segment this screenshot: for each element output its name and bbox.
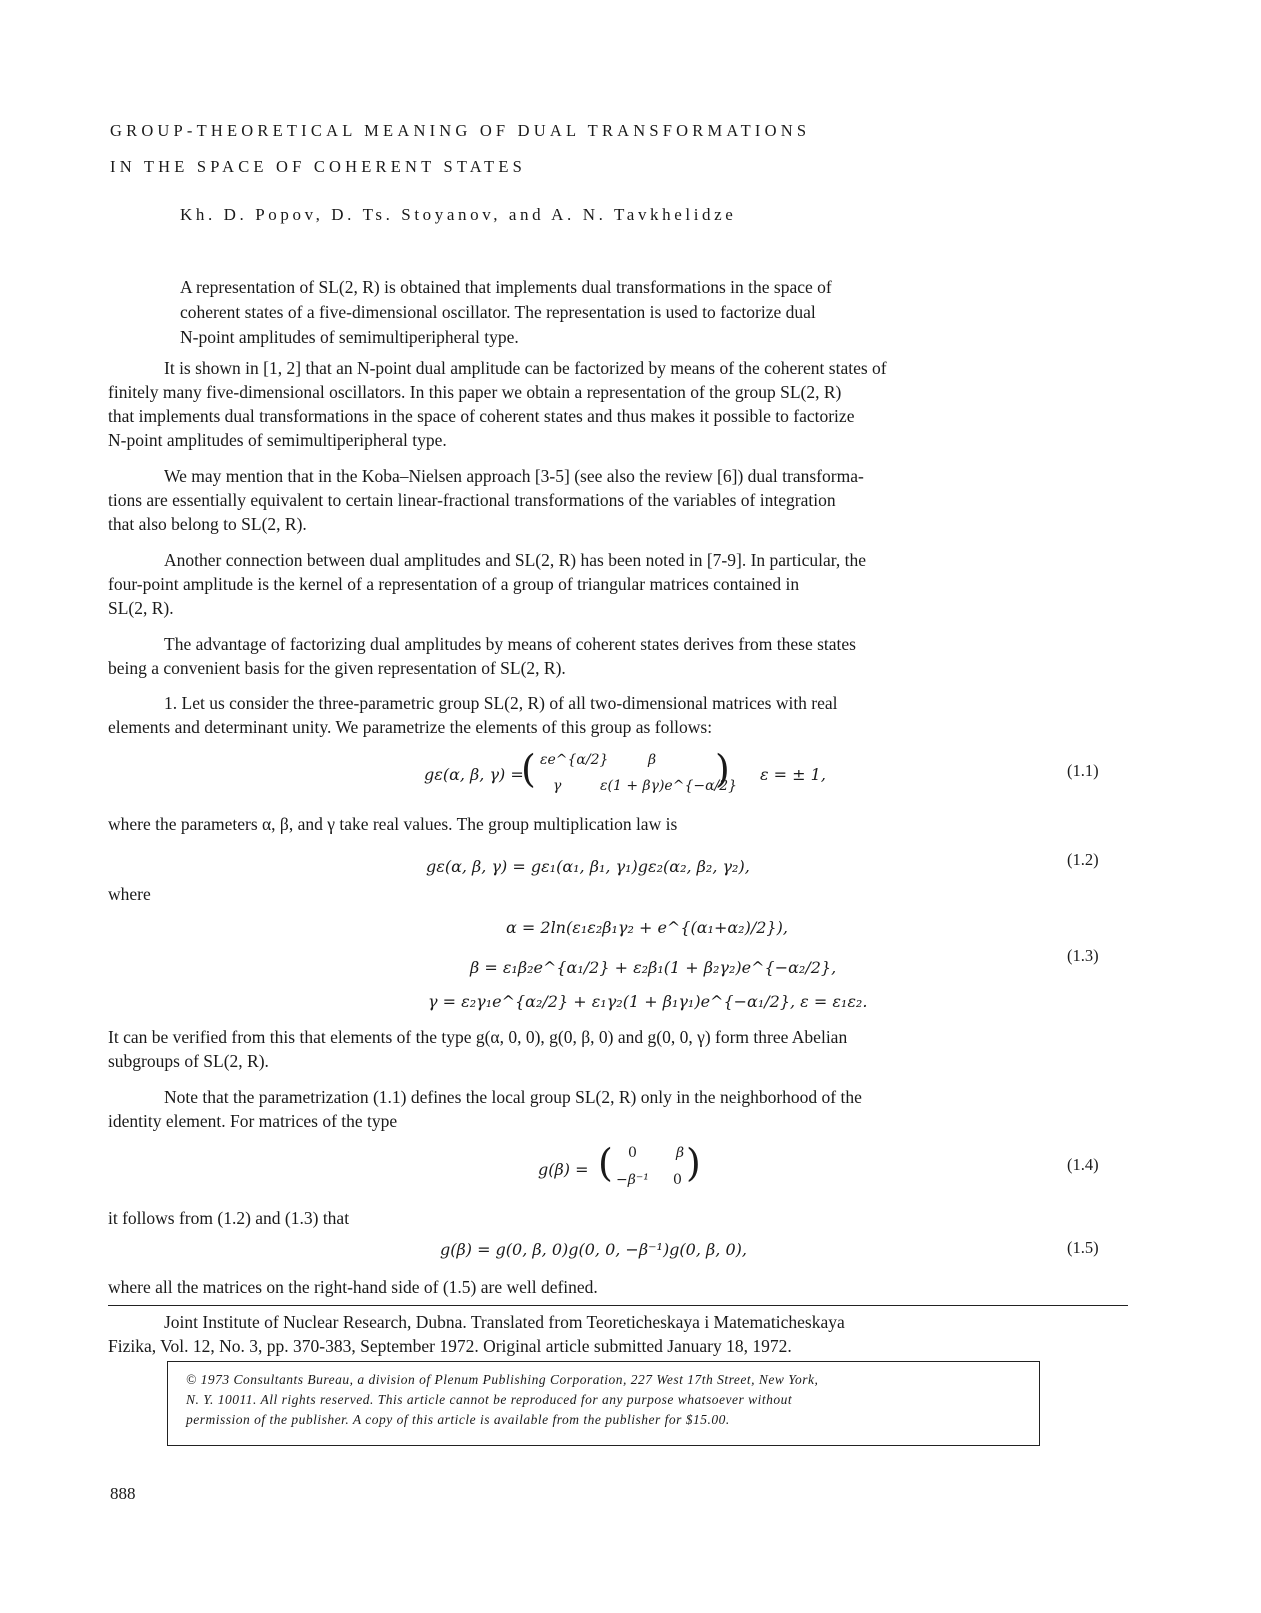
text-line: four-point amplitude is the kernel of a representation of a group of triangular matrices contained in xyxy=(108,574,800,594)
paragraph-8 xyxy=(108,1085,1128,1133)
eq-1-1-m12: β xyxy=(648,752,657,768)
abstract xyxy=(180,275,1080,350)
copyright-line: permission of the publisher. A copy of this article is available from the publisher for $15.00. xyxy=(186,1412,730,1427)
paragraph-9 xyxy=(108,1206,1128,1230)
page-number: 888 xyxy=(110,1484,136,1503)
text-line: finitely many five-dimensional oscillators. In this paper we obtain a representation of the group SL(2, R) xyxy=(108,382,842,402)
text-line: elements and determinant unity. We parametrize the elements of this group as follows: xyxy=(108,717,713,737)
eq-number-1-5: (1.5) xyxy=(1067,1238,1099,1257)
text-line: N-point amplitudes of semimultiperipheral type. xyxy=(108,430,447,450)
text-line: that implements dual transformations in the space of coherent states and thus makes it possible to factorize xyxy=(108,406,855,426)
title-line-1: GROUP-THEORETICAL MEANING OF DUAL TRANSFORMATIONS xyxy=(110,121,811,140)
matrix-paren-left: ( xyxy=(521,747,536,791)
footnote xyxy=(108,1310,1128,1358)
eq-1-4-lhs: g(β) = xyxy=(538,1160,589,1179)
paragraph-1 xyxy=(108,356,1128,452)
footnote-line: Joint Institute of Nuclear Research, Dubna. Translated from Teoreticheskaya i Matematicheskaya xyxy=(164,1312,845,1332)
abstract-line: N-point amplitudes of semimultiperipheral type. xyxy=(180,327,519,347)
paragraph-3 xyxy=(108,548,1128,620)
authors: Kh. D. Popov, D. Ts. Stoyanov, and A. N. Tavkhelidze xyxy=(180,205,737,224)
title-line-2: IN THE SPACE OF COHERENT STATES xyxy=(110,157,526,176)
paragraph-10 xyxy=(108,1275,1128,1299)
text-line: tions are essentially equivalent to certain linear-fractional transformations of the variables of integration xyxy=(108,490,836,510)
eq-number-1-2: (1.2) xyxy=(1067,850,1099,869)
eq-1-1-m11: εe^{α/2} xyxy=(540,752,609,768)
matrix-paren-right: ) xyxy=(686,1141,701,1185)
where-label: where xyxy=(108,884,151,904)
text-line: that also belong to SL(2, R). xyxy=(108,514,307,534)
abstract-line: A representation of SL(2, R) is obtained that implements dual transformations in the space of xyxy=(180,277,832,297)
paragraph-6 xyxy=(108,812,1128,836)
text-line: The advantage of factorizing dual amplitudes by means of coherent states derives from these states xyxy=(164,634,856,654)
eq-1-4-m21: −β⁻¹ xyxy=(616,1172,649,1188)
text-line: SL(2, R). xyxy=(108,598,174,618)
text-line: Another connection between dual amplitudes and SL(2, R) has been noted in [7-9]. In particular, the xyxy=(164,550,866,570)
paragraph-4 xyxy=(108,632,1128,680)
eq-1-1-m22: ε(1 + βγ)e^{−α/2} xyxy=(600,778,738,794)
text-line: subgroups of SL(2, R). xyxy=(108,1051,269,1071)
copyright-line: © 1973 Consultants Bureau, a division of Plenum Publishing Corporation, 227 West 17th Street, New York, xyxy=(186,1372,819,1387)
eq-1-4-m11: 0 xyxy=(628,1145,637,1161)
eq-1-1-lhs: gε(α, β, γ) = xyxy=(424,765,524,784)
eq-1-3-alpha: α = 2ln(ε₁ε₂β₁γ₂ + e^{(α₁+α₂)/2}), xyxy=(506,918,788,937)
copyright-line: N. Y. 10011. All rights reserved. This article cannot be reproduced for any purpose whatsoever without xyxy=(186,1392,793,1407)
matrix-paren-left: ( xyxy=(598,1141,613,1185)
paragraph-2 xyxy=(108,464,1128,536)
paragraph-7 xyxy=(108,1025,1128,1073)
text-line: where the parameters α, β, and γ take real values. The group multiplication law is xyxy=(108,814,678,834)
eq-1-4-m12: β xyxy=(676,1145,685,1161)
eq-1-4-m22: 0 xyxy=(673,1172,682,1188)
abstract-line: coherent states of a five-dimensional oscillator. The representation is used to factorize dual xyxy=(180,302,816,322)
text-line: Note that the parametrization (1.1) defines the local group SL(2, R) only in the neighborhood of the xyxy=(164,1087,862,1107)
text-line: where all the matrices on the right-hand side of (1.5) are well defined. xyxy=(108,1277,598,1297)
eq-1-1-condition: ε = ± 1, xyxy=(760,765,826,784)
eq-number-1-1: (1.1) xyxy=(1067,761,1099,780)
footnote-rule xyxy=(108,1305,1128,1306)
matrix-paren-right: ) xyxy=(715,747,730,791)
text-line: We may mention that in the Koba–Nielsen approach [3-5] (see also the review [6]) dual transforma- xyxy=(164,466,864,486)
eq-number-1-4: (1.4) xyxy=(1067,1155,1099,1174)
copyright-text xyxy=(186,1370,818,1430)
eq-1-2: gε(α, β, γ) = gε₁(α₁, β₁, γ₁)gε₂(α₂, β₂, γ₂), xyxy=(426,857,750,876)
text-line: being a convenient basis for the given representation of SL(2, R). xyxy=(108,658,566,678)
paragraph-5 xyxy=(108,691,1128,739)
eq-1-1-m21: γ xyxy=(553,778,562,794)
text-line: It can be verified from this that elements of the type g(α, 0, 0), g(0, β, 0) and g(0, 0, γ) form three Abelian xyxy=(108,1027,848,1047)
eq-1-3-beta: β = ε₁β₂e^{α₁/2} + ε₂β₁(1 + β₂γ₂)e^{−α₂/2}, xyxy=(470,958,837,977)
footnote-line: Fizika, Vol. 12, No. 3, pp. 370-383, September 1972. Original article submitted January 18, 1972. xyxy=(108,1336,792,1356)
eq-1-3-gamma: γ = ε₂γ₁e^{α₂/2} + ε₁γ₂(1 + β₁γ₁)e^{−α₁/2}, ε = ε₁ε₂. xyxy=(428,992,868,1011)
eq-1-5: g(β) = g(0, β, 0)g(0, 0, −β⁻¹)g(0, β, 0), xyxy=(440,1240,747,1259)
text-line: It is shown in [1, 2] that an N-point dual amplitude can be factorized by means of the coherent states of xyxy=(164,358,887,378)
text-line: 1. Let us consider the three-parametric group SL(2, R) of all two-dimensional matrices with real xyxy=(164,693,838,713)
eq-number-1-3: (1.3) xyxy=(1067,946,1099,965)
text-line: it follows from (1.2) and (1.3) that xyxy=(108,1208,350,1228)
copyright-box xyxy=(167,1361,1040,1446)
text-line: identity element. For matrices of the type xyxy=(108,1111,398,1131)
